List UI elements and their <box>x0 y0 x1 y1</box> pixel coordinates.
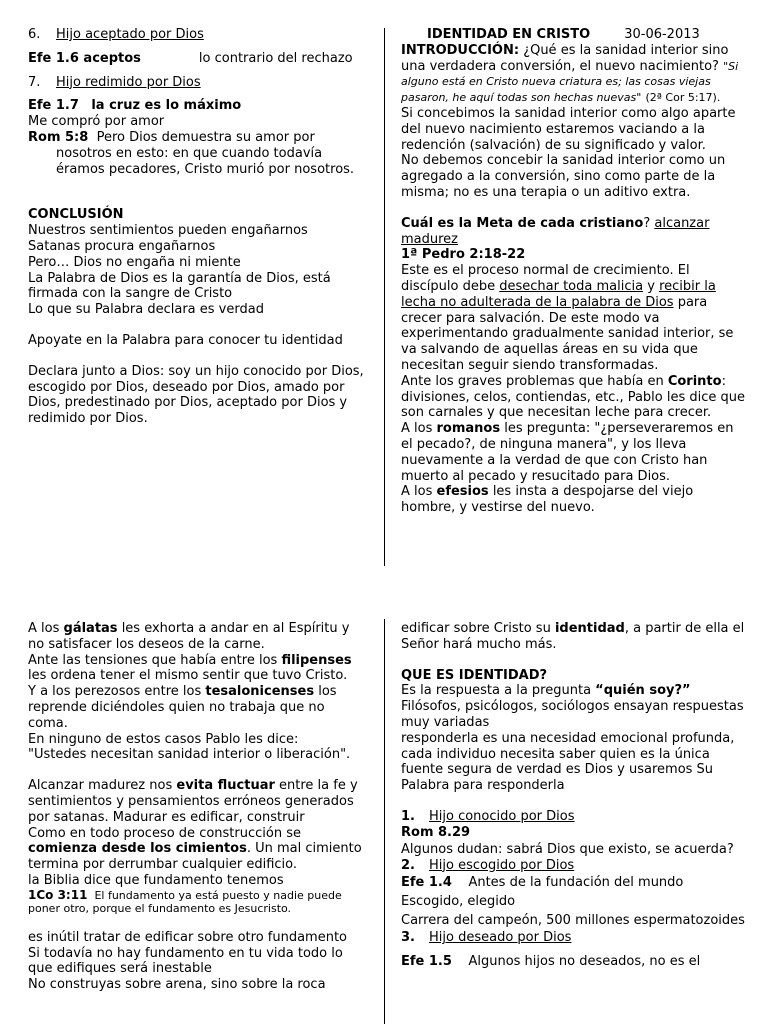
text-line: Si todavía no hay fundamento en tu vida todo lo que edifiques será inestable <box>28 945 343 977</box>
text: y <box>647 278 655 294</box>
bold-text: tesalonicenses <box>205 684 315 700</box>
text: Es la respuesta a la pregunta <box>401 683 592 699</box>
intro-text: ¿Qué es la sanidad interior sino una verdadera conversión, el nuevo nacimiento? <box>401 42 729 74</box>
meta-answer: alcanzar madurez <box>401 215 710 247</box>
heading-number: 3. <box>401 930 415 946</box>
verse-ref: 1Co 3:11 <box>28 887 88 902</box>
romanos-paragraph <box>401 421 746 484</box>
text: les exhorta a andar en al Espíritu y no satisfacer los deseos de la carne. <box>28 621 350 652</box>
bold-text: efesios <box>436 484 489 500</box>
bold-text: gálatas <box>63 621 118 636</box>
heading-hijo-deseado <box>401 930 746 946</box>
text-paragraph: responderla es una necesidad emocional profunda, cada individuo necesita saber quien es la única fuente segura de verdad es Dios y usaremos Su Palabra para responderla <box>401 730 735 794</box>
efesios-paragraph <box>401 484 746 516</box>
madurez-paragraph <box>28 778 368 825</box>
conclusion-title: CONCLUSIÓN <box>28 207 124 223</box>
underlined-text: recibir la lecha no adulterada de la palabra de Dios <box>401 278 716 310</box>
filipenses-paragraph <box>28 653 368 685</box>
galatas-paragraph <box>28 621 368 653</box>
efe-1-7-line <box>28 98 368 114</box>
text: Ante las tensiones que había entre los <box>28 652 278 668</box>
text-paragraph: Algunos dudan: sabrá Dios que existo, se acuerda? <box>401 841 734 857</box>
text: entre la fe y sentimientos y pensamientos erróneos generados por satanas. Madurar es edificar, construir <box>28 778 358 825</box>
bold-text: comienza desde los cimientos <box>28 841 247 857</box>
meta-question <box>401 216 746 248</box>
heading-number: 1. <box>401 808 415 824</box>
intro-label: INTRODUCCIÓN: <box>401 42 520 58</box>
edificar-paragraph <box>401 621 746 653</box>
text: para crecer para salvación. De este modo va experimentando gradualmente sanidad interior, se va salvando de aquellas áreas en su vida que necesitan seguir siendo transformadas. <box>401 294 734 373</box>
text: Ante los graves problemas que había en <box>401 373 664 389</box>
heading-number: 2. <box>401 857 415 873</box>
pedro-paragraph <box>401 263 746 374</box>
text-line: la Biblia dice que fundamento tenemos <box>28 872 284 888</box>
text-line: Me compró por amor <box>28 114 165 130</box>
text-line: En ninguno de estos casos Pablo les dice: <box>28 731 299 747</box>
verse-title: la cruz es lo máximo <box>91 98 242 114</box>
page-bottom-left-column <box>28 621 368 993</box>
intro-quote-ref: (2ª Cor 5:17). <box>645 91 721 105</box>
text: Como en todo proceso de construcción se <box>28 825 301 841</box>
bold-text: filipenses <box>281 652 352 668</box>
document-header <box>401 27 746 43</box>
text-paragraph: No debemos concebir la sanidad interior como un agregado a la conversión, sino como parte de la misma; no es una terapia o un aditivo extra. <box>401 153 726 200</box>
meta-question-mark: ? <box>643 215 651 231</box>
document-title: IDENTIDAD EN CRISTO <box>427 27 591 42</box>
bold-text: “quién soy?” <box>595 683 691 699</box>
column-divider-top <box>384 28 385 566</box>
verse-ref: Efe 1.7 <box>28 98 79 114</box>
text: A los <box>401 484 433 500</box>
text: edificar sobre Cristo su <box>401 621 551 636</box>
bold-text: Corinto <box>667 373 722 389</box>
text: , a partir de ella el Señor hará mucho más. <box>401 621 745 652</box>
text-paragraph: Filósofos, psicólogos, sociólogos ensayan respuestas muy variadas <box>401 699 744 730</box>
heading-text: Hijo conocido por Dios <box>429 808 575 824</box>
conclusion-line: Nuestros sentimientos pueden engañarnos <box>28 223 308 239</box>
text-line: Escogido, elegido <box>401 894 516 910</box>
efe-1-5-line <box>401 954 746 970</box>
meta-question-text: Cuál es la Meta de cada cristiano <box>401 215 644 231</box>
rom-5-8-block <box>28 130 368 177</box>
text: les ordena tener el mismo sentir que tuvo Cristo. <box>28 668 348 684</box>
verse-ref: Efe 1.5 <box>401 954 452 970</box>
verse-note: lo contrario del rechazo <box>198 50 353 66</box>
bold-text: identidad <box>554 621 625 636</box>
intro-quote: "Si alguno está en Cristo nueva criatura es; las cosas viejas pasaron, he aquí todas son hechas nuevas" <box>401 59 739 105</box>
text: los reprende diciéndoles quien no trabaja que no coma. <box>28 684 337 731</box>
heading-text: Hijo redimido por Dios <box>56 74 201 90</box>
text: A los <box>401 421 433 437</box>
text-line: "Ustedes necesitan sanidad interior o liberación". <box>28 747 351 763</box>
verse-ref: Rom 5:8 <box>28 129 89 145</box>
heading-hijo-escogido <box>401 858 746 874</box>
heading-hijo-redimido <box>28 75 368 91</box>
text-paragraph: Carrera del campeón, 500 millones espermatozoides <box>401 913 745 929</box>
heading-hijo-conocido <box>401 809 746 825</box>
underlined-text: desechar toda malicia <box>499 278 644 294</box>
verse-text: El fundamento ya está puesto y nadie puede poner otro, porque el fundamento es Jesucristo. <box>28 888 342 915</box>
page-top-left-column <box>28 27 368 427</box>
respuesta-line <box>401 683 746 699</box>
efe-1-4-line <box>401 873 746 892</box>
text-paragraph: Declara junto a Dios: soy un hijo conocido por Dios, escogido por Dios, deseado por Dios, amado por Dios, predestinado por Dios, aceptado por Dios y redimido por Dios. <box>28 363 364 427</box>
text: Y a los perezosos entre los <box>28 684 202 700</box>
section-title: QUE ES IDENTIDAD? <box>401 667 548 683</box>
bold-text: romanos <box>436 421 501 437</box>
verse-text: Antes de la fundación del mundo <box>468 875 684 891</box>
document-date: 30-06-2013 <box>624 27 700 42</box>
heading-text: Hijo escogido por Dios <box>429 857 575 873</box>
verse-text: Pero Dios demuestra su amor por nosotros en esto: en que cuando todavía éramos pecadores, Cristo murió por nosotros. <box>56 129 355 177</box>
page-top-right-column <box>401 27 746 516</box>
text: les insta a despojarse del viejo hombre, y vestirse del nuevo. <box>401 484 694 516</box>
bold-text: evita fluctuar <box>176 778 275 794</box>
verse-ref: Efe 1.6 aceptos <box>28 50 141 66</box>
text: Este es el proceso normal de crecimiento. El discípulo debe <box>401 263 690 294</box>
proceso-paragraph <box>28 826 368 873</box>
conclusion-line: Pero… Dios no engaña ni miente <box>28 254 241 270</box>
column-divider-bottom <box>384 619 385 1024</box>
verse-ref: 1ª Pedro 2:18-22 <box>401 247 526 263</box>
tesalonicenses-paragraph <box>28 684 368 731</box>
conclusion-line: Lo que su Palabra declara es verdad <box>28 302 264 318</box>
heading-text: Hijo deseado por Dios <box>429 930 572 946</box>
heading-hijo-aceptado <box>28 27 368 43</box>
text: Alcanzar madurez nos <box>28 778 173 794</box>
text: . Un mal cimiento termina por derrumbar cualquier edificio. <box>28 841 362 873</box>
conclusion-line: La Palabra de Dios es la garantía de Dios, está firmada con la sangre de Cristo <box>28 270 331 302</box>
text: les pregunta: "¿perseveraremos en el pecado?, de ninguna manera", y los lleva nuevamente a la verdad de que con Cristo han muerto al pecado y resucitado para Dios. <box>401 421 734 484</box>
text-paragraph: Si concebimos la sanidad interior como algo aparte del nuevo nacimiento estaremos vaciando a la redención (salvación) de su significado y valor. <box>401 105 736 153</box>
1co-3-11-block <box>28 889 368 915</box>
heading-text: Hijo aceptado por Dios <box>56 27 204 42</box>
corinto-paragraph <box>401 374 746 421</box>
page-bottom-right-column <box>401 621 746 970</box>
verse-text: Algunos hijos no deseados, no es el <box>468 954 701 970</box>
efe-1-6-line <box>28 51 368 67</box>
text-paragraph: Apoyate en la Palabra para conocer tu identidad <box>28 332 343 348</box>
heading-number: 6. <box>28 27 41 42</box>
text: A los <box>28 621 60 636</box>
intro-paragraph <box>401 43 746 106</box>
text-line: es inútil tratar de edificar sobre otro fundamento <box>28 929 348 945</box>
heading-number: 7. <box>28 74 41 90</box>
verse-ref: Rom 8.29 <box>401 824 471 840</box>
conclusion-line: Satanas procura engañarnos <box>28 238 216 254</box>
text-line: No construyas sobre arena, sino sobre la roca <box>28 977 326 993</box>
text: : divisiones, celos, contiendas, etc., Pablo les dice que son carnales y que necesitan leche para crecer. <box>401 373 746 421</box>
verse-ref: Efe 1.4 <box>401 875 452 891</box>
